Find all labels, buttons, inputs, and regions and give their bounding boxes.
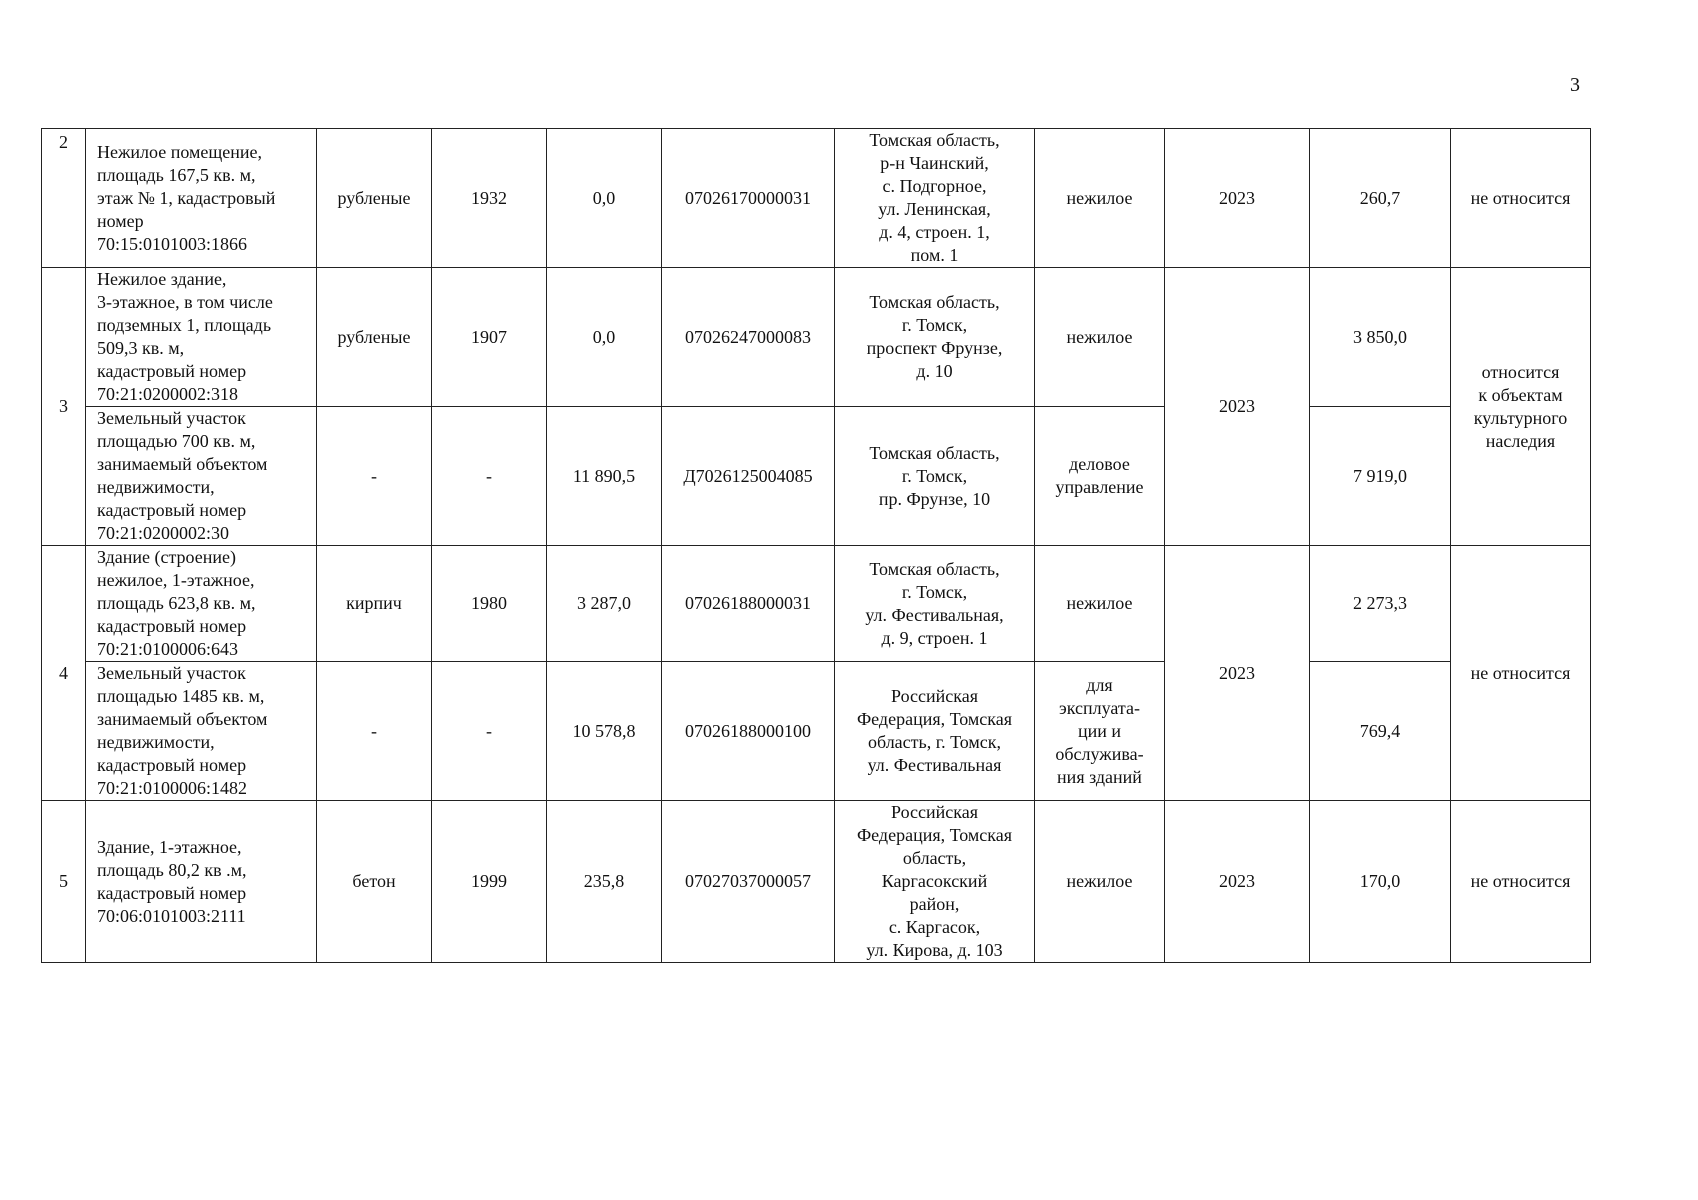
heritage-cell: не относится [1451, 129, 1591, 268]
address-line: Каргасокский [881, 871, 988, 891]
description-line: площадью 700 кв. м, [97, 431, 256, 451]
address-line: д. 10 [916, 361, 953, 381]
address-line: с. Каргасок, [888, 917, 981, 937]
address-line: Томская область, [869, 130, 1000, 150]
code-cell: Д7026125004085 [662, 407, 835, 546]
year-cell: - [432, 662, 547, 801]
address-line: Томская область, [869, 292, 1000, 312]
year-cell: 1980 [432, 546, 547, 662]
description-line: кадастровый номер [97, 361, 247, 381]
description-line: 70:21:0100006:1482 [97, 778, 248, 798]
year-cell: 1907 [432, 268, 547, 407]
plan-year-cell: 2023 [1165, 801, 1310, 963]
heritage-cell: не относится [1451, 801, 1591, 963]
description-line: 3-этажное, в том числе [97, 292, 273, 312]
purpose-cell: нежилое [1035, 801, 1165, 963]
purpose-cell: нежилое [1035, 129, 1165, 268]
address-line: пом. 1 [910, 245, 959, 265]
material-cell: рубленые [317, 129, 432, 268]
value-cell: 7 919,0 [1310, 407, 1451, 546]
value-cell: 170,0 [1310, 801, 1451, 963]
purpose-cell [1035, 662, 1165, 801]
description-line: Земельный участок [97, 408, 246, 428]
row-number-cell: 4 [42, 546, 86, 801]
description-line: площадью 1485 кв. м, [97, 686, 265, 706]
address-line: с. Подгорное, [882, 176, 987, 196]
value-cell: 260,7 [1310, 129, 1451, 268]
address-cell [835, 407, 1035, 546]
year-cell: - [432, 407, 547, 546]
area-cell: 3 287,0 [547, 546, 662, 662]
address-line: г. Томск, [901, 315, 968, 335]
address-cell [835, 129, 1035, 268]
description-line: Нежилое помещение, [97, 141, 263, 162]
description-line: номер [97, 210, 144, 231]
description-line: площадь 623,8 кв. м, [97, 593, 256, 613]
purpose-line: управление [1055, 477, 1144, 497]
value-cell: 3 850,0 [1310, 268, 1451, 407]
description-cell [86, 407, 317, 546]
address-line: район, [909, 894, 960, 914]
area-cell: 11 890,5 [547, 407, 662, 546]
area-cell: 0,0 [547, 268, 662, 407]
purpose-line: деловое [1069, 454, 1130, 474]
heritage-cell: не относится [1451, 546, 1591, 801]
description-line: Здание, 1-этажное, [97, 836, 242, 857]
address-line: Томская область, [869, 442, 1000, 463]
description-line: площадь 80,2 кв .м, [97, 859, 247, 880]
heritage-line: культурного [1473, 407, 1568, 428]
address-line: г. Томск, [901, 465, 968, 486]
description-line: 70:21:0200002:30 [97, 523, 230, 543]
purpose-line: эксплуата- [1059, 697, 1140, 718]
code-cell: 07026188000031 [662, 546, 835, 662]
description-line: этаж № 1, кадастровый [97, 187, 276, 208]
address-line: Российская [891, 802, 978, 822]
description-line: 70:21:0200002:318 [97, 384, 239, 404]
address-line: Федерация, Томская [856, 709, 1013, 729]
table-row [42, 129, 1591, 268]
address-cell [835, 546, 1035, 662]
year-cell: 1999 [432, 801, 547, 963]
address-line: д. 4, строен. 1, [879, 222, 990, 242]
material-cell: - [317, 662, 432, 801]
purpose-line: для [1086, 674, 1113, 695]
description-line: Здание (строение) [97, 547, 236, 567]
purpose-line: ния зданий [1057, 766, 1142, 787]
page-number: 3 [1570, 74, 1580, 96]
description-line: 509,3 кв. м, [97, 338, 185, 358]
material-cell: бетон [317, 801, 432, 963]
description-line: недвижимости, [97, 477, 215, 497]
description-line: занимаемый объектом [97, 454, 268, 474]
purpose-cell [1035, 407, 1165, 546]
description-line: занимаемый объектом [97, 709, 268, 729]
address-line: ул. Ленинская, [878, 199, 991, 219]
description-line: Нежилое здание, [97, 269, 227, 289]
value-cell: 769,4 [1310, 662, 1451, 801]
heritage-line: к объектам [1478, 384, 1563, 405]
address-cell [835, 801, 1035, 963]
year-cell: 1932 [432, 129, 547, 268]
description-line: Земельный участок [97, 663, 246, 683]
description-line: кадастровый номер [97, 755, 247, 775]
description-line: площадь 167,5 кв. м, [97, 164, 256, 185]
description-cell [86, 801, 317, 963]
description-cell [86, 662, 317, 801]
description-line: подземных 1, площадь [97, 315, 272, 335]
purpose-cell: нежилое [1035, 268, 1165, 407]
purpose-line: ции и [1077, 720, 1122, 741]
address-line: Российская [891, 686, 978, 706]
row-number-cell: 5 [42, 801, 86, 963]
address-line: проспект Фрунзе, [866, 338, 1003, 358]
purpose-line: обслужива- [1055, 743, 1144, 764]
description-line: 70:21:0100006:643 [97, 639, 239, 659]
description-cell [86, 546, 317, 662]
area-cell: 10 578,8 [547, 662, 662, 801]
table-row [42, 407, 1591, 546]
material-cell: рубленые [317, 268, 432, 407]
address-line: ул. Фестивальная, [865, 604, 1004, 625]
code-cell: 07026188000100 [662, 662, 835, 801]
address-cell [835, 662, 1035, 801]
address-line: Федерация, Томская [856, 825, 1013, 845]
address-line: ул. Фестивальная [867, 755, 1002, 775]
area-cell: 0,0 [547, 129, 662, 268]
code-cell: 07026247000083 [662, 268, 835, 407]
description-line: кадастровый номер [97, 500, 247, 520]
property-table [41, 128, 1591, 963]
plan-year-cell: 2023 [1165, 129, 1310, 268]
address-line: пр. Фрунзе, 10 [878, 488, 991, 509]
description-cell [86, 129, 317, 268]
code-cell: 07026170000031 [662, 129, 835, 268]
value-cell: 2 273,3 [1310, 546, 1451, 662]
description-line: 70:06:0101003:2111 [97, 905, 246, 926]
plan-year-cell: 2023 [1165, 268, 1310, 546]
address-line: г. Томск, [901, 581, 968, 602]
heritage-cell [1451, 268, 1591, 546]
plan-year-cell: 2023 [1165, 546, 1310, 801]
description-line: нежилое, 1-этажное, [97, 570, 255, 590]
address-line: ул. Кирова, д. 103 [866, 940, 1003, 960]
description-line: недвижимости, [97, 732, 215, 752]
table-row [42, 662, 1591, 801]
description-line: кадастровый номер [97, 882, 247, 903]
table-row [42, 268, 1591, 407]
address-line: Томская область, [869, 558, 1000, 579]
description-cell [86, 268, 317, 407]
address-cell [835, 268, 1035, 407]
table-row [42, 546, 1591, 662]
address-line: область, г. Томск, [867, 732, 1002, 752]
table-row [42, 801, 1591, 963]
code-cell: 07027037000057 [662, 801, 835, 963]
material-cell: - [317, 407, 432, 546]
description-line: кадастровый номер [97, 616, 247, 636]
heritage-line: наследия [1485, 430, 1556, 451]
address-line: р-н Чаинский, [880, 153, 989, 173]
area-cell: 235,8 [547, 801, 662, 963]
row-number-cell: 3 [42, 268, 86, 546]
heritage-line: относится [1481, 361, 1560, 382]
material-cell: кирпич [317, 546, 432, 662]
description-line: 70:15:0101003:1866 [97, 233, 248, 254]
purpose-cell: нежилое [1035, 546, 1165, 662]
row-number-cell: 2 [42, 129, 86, 268]
address-line: д. 9, строен. 1 [881, 627, 988, 648]
address-line: область, [902, 848, 967, 868]
